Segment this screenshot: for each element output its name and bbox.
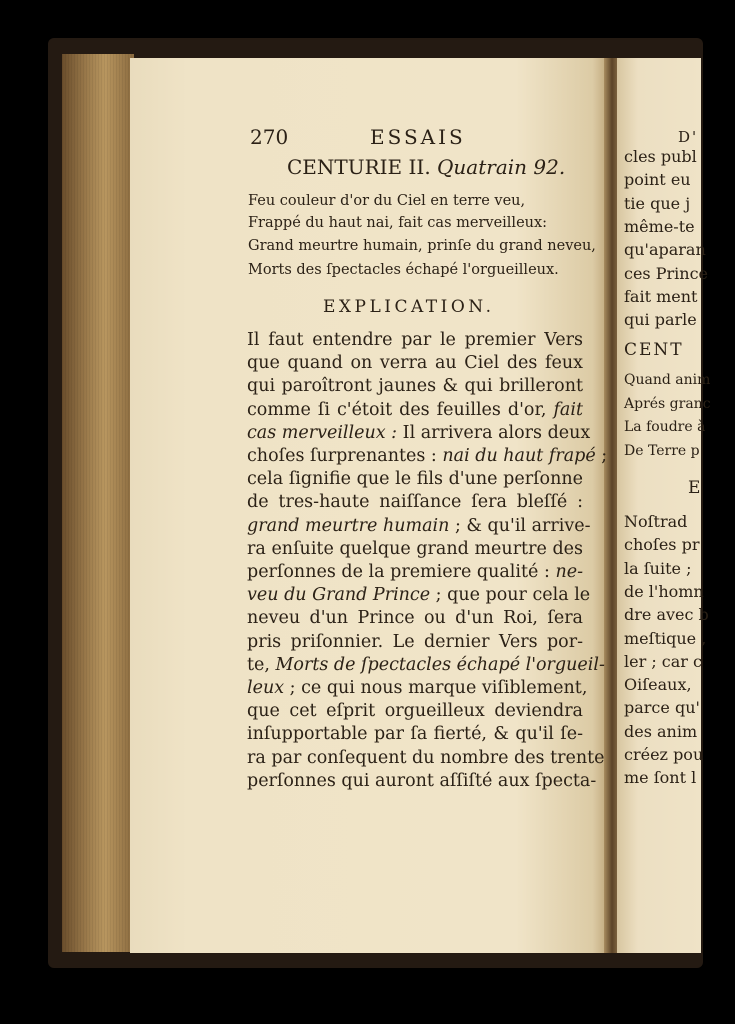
body-line (247, 701, 583, 721)
right-line: parce qu' (624, 698, 700, 718)
text-span: perſonnes de la premiere qualité : (247, 562, 556, 582)
quatrain-line: Morts des ſpectacles échapé l'orgueilleux. (248, 262, 559, 278)
body-line (247, 492, 583, 512)
italic-text: veu du Grand Prince (247, 585, 431, 606)
body-line (247, 446, 608, 466)
right-line: meſtique , (624, 628, 707, 648)
body-line (247, 422, 591, 443)
body-line (247, 770, 597, 791)
text-span: qui paroîtront jaunes & qui brilleront (247, 376, 583, 397)
text-span: ra par conſequent du nombre des trente (247, 747, 605, 768)
body-line (247, 353, 583, 373)
text-span: que cet eſprit orgueilleux deviendra (247, 701, 583, 722)
text-span: cela ſignifie que le fils d'une perſonne (247, 469, 583, 490)
body-line (247, 654, 605, 675)
right-page (617, 58, 704, 953)
right-line: qu'aparan (624, 240, 706, 260)
quatrain-line: Feu couleur d'or du Ciel en terre veu, (248, 193, 526, 209)
right-line: de l'homn (624, 581, 704, 601)
body-line (247, 678, 588, 698)
right-line: Noſtrad (624, 512, 688, 531)
body-line (247, 376, 583, 396)
text-span: Il faut entendre par le premier Vers (247, 330, 583, 350)
body-line (247, 330, 583, 350)
body-line (247, 400, 583, 420)
italic-text: grand meurtre humain (247, 515, 450, 536)
right-section-fragment: E (688, 478, 701, 498)
body-line (247, 562, 583, 582)
centurie-label: CENTURIE II. (287, 155, 438, 179)
text-span: pris priſonnier. Le dernier Vers por- (247, 631, 583, 652)
quatrain-heading (287, 155, 565, 179)
right-line: Aprés granc (624, 395, 711, 412)
text-span: comme ſi c'étoit des feuilles d'or, (247, 399, 554, 420)
right-line: ler ; car c (624, 651, 702, 671)
right-line: tie que j (624, 193, 691, 213)
right-line: choſes pr (624, 535, 700, 555)
text-span: perſonnes qui auront aſſiſté aux ſpecta- (247, 770, 597, 791)
right-line: Quand anim (624, 372, 711, 388)
body-line (247, 469, 583, 489)
body-line (247, 608, 583, 628)
right-line: des anim (624, 721, 698, 741)
italic-text: Morts de ſpectacles échapé l'orgueil- (275, 654, 605, 675)
body-line (247, 747, 605, 768)
right-line: créez pou (624, 745, 704, 764)
body-line (247, 632, 583, 652)
text-span: choſes ſurprenantes : (247, 446, 443, 466)
text-span: inſupportable par ſa fierté, & qu'il ſe- (247, 724, 583, 745)
right-line: la ſuite ; (624, 558, 692, 578)
right-line: fait ment (624, 286, 698, 306)
page-number: 270 (250, 125, 289, 149)
page-edges (62, 54, 134, 952)
text-span: te, (247, 654, 276, 675)
body-line (247, 585, 591, 606)
quatrain-line: Frappé du haut nai, fait cas merveilleux: (248, 215, 548, 231)
right-line: ces Prince (624, 263, 708, 283)
section-title: EXPLICATION. (323, 297, 495, 317)
right-line: Oiſeaux, (624, 675, 692, 695)
right-line: dre avec b (624, 605, 709, 625)
text-span: ; que pour cela le (430, 585, 591, 606)
text-span: ra enſuite quelque grand meurtre des (247, 538, 583, 559)
right-line: cles publ (624, 147, 697, 166)
text-span: Il arrivera alors deux (397, 422, 591, 443)
right-line: qui parle (624, 310, 697, 330)
quatrain-line: Grand meurtre humain, prinſe du grand neveu, (248, 238, 596, 254)
body-line (247, 724, 583, 744)
text-span: neveu d'un Prince ou d'un Roi, ſera (247, 608, 583, 629)
text-span: ; ce qui nous marque viſiblement, (284, 678, 588, 698)
running-head: ESSAIS (370, 125, 466, 149)
text-span: ; (595, 446, 608, 466)
body-line (247, 515, 591, 536)
right-line: De Terre p (624, 442, 700, 459)
text-span: ; & qu'il arrive- (449, 515, 591, 536)
right-line: même-te (624, 216, 695, 236)
italic-text: leux (247, 678, 285, 698)
right-line: me ſont l (624, 768, 697, 788)
italic-text: cas merveilleux : (247, 422, 398, 443)
right-line: point eu (624, 170, 691, 190)
quatrain-label: Quatrain 92. (437, 155, 566, 179)
italic-text: ne- (555, 562, 583, 582)
right-line: La foudre à (624, 419, 706, 435)
body-line (247, 539, 583, 559)
italic-text: fait (553, 399, 583, 420)
text-span: que quand on verra au Ciel des feux (247, 353, 583, 374)
text-span: de tres-haute naiſſance ſera bleſſé : (247, 492, 583, 513)
right-heading-fragment: CENT (624, 340, 684, 360)
italic-text: nai du haut frapé (442, 446, 596, 466)
right-header-fragment: D' (678, 128, 699, 146)
